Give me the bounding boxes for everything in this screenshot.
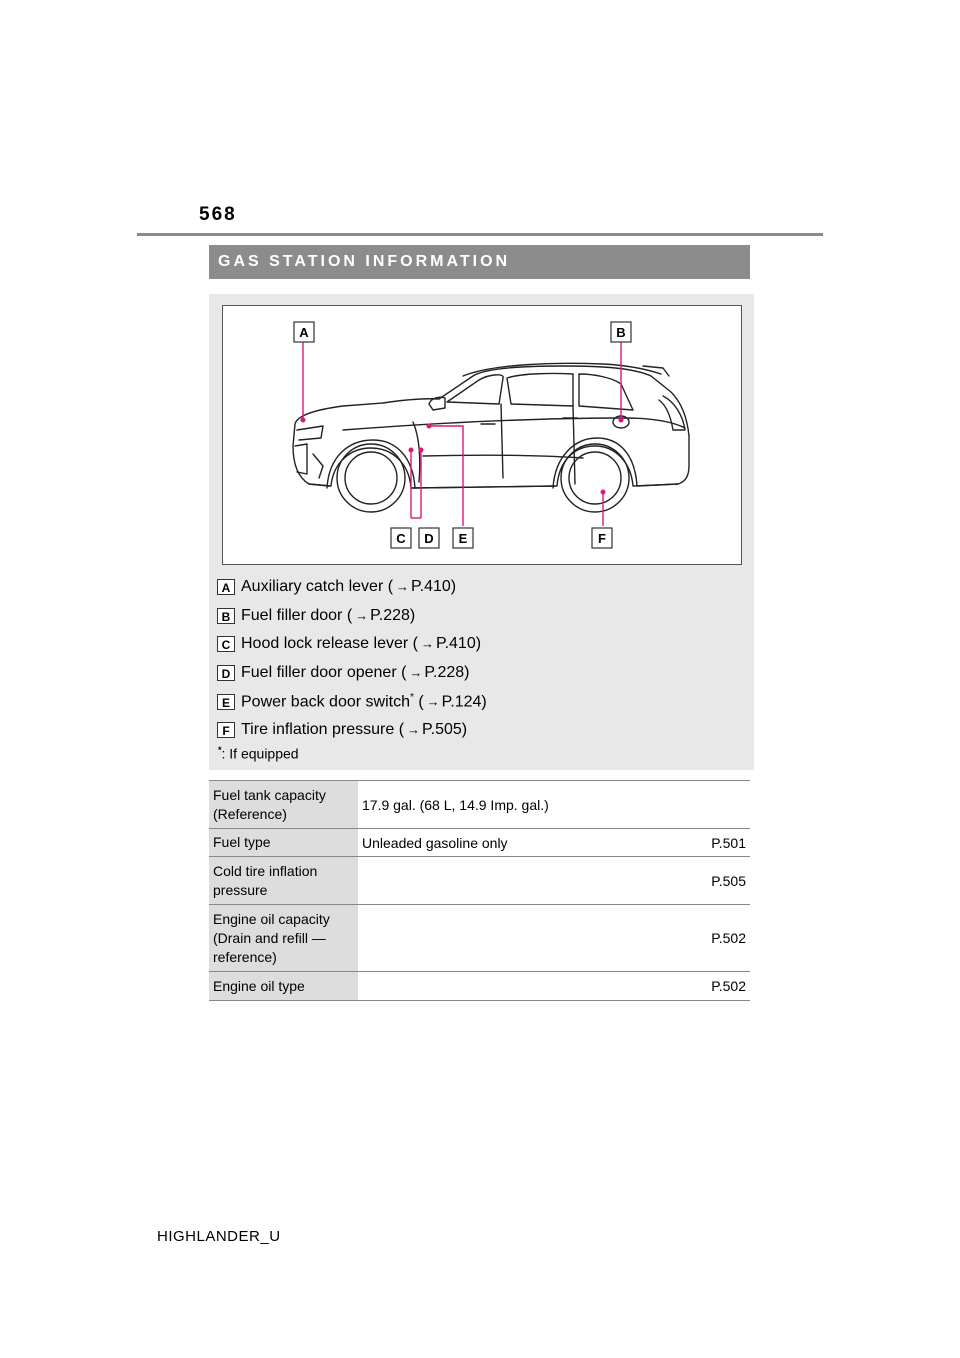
table-row-value xyxy=(358,905,750,972)
arrow-right-icon: → xyxy=(426,694,440,710)
page-reference-link[interactable]: P.505 xyxy=(422,721,462,739)
table-row-value: Unleaded gasoline only P.501 xyxy=(358,829,750,857)
legend-letter: B xyxy=(217,608,235,624)
legend-item-a xyxy=(217,573,487,602)
legend-item-b xyxy=(217,602,487,631)
callout-box-a xyxy=(294,322,314,342)
legend-label: Hood lock release lever ( → P.410) xyxy=(241,635,482,653)
header-rule xyxy=(137,233,823,236)
callout-letter-f: F xyxy=(598,531,606,546)
legend-item-d xyxy=(217,659,487,688)
legend-letter: D xyxy=(217,665,235,681)
table-row-label: Engine oil capacity (Drain and refill — reference) xyxy=(209,905,358,972)
legend-letter: C xyxy=(217,636,235,652)
table-row xyxy=(209,781,750,829)
footnote-marker: * xyxy=(218,745,222,755)
vehicle-diagram xyxy=(222,305,742,565)
legend-label: Fuel filler door ( → P.228) xyxy=(241,606,416,624)
callout-letter-c: C xyxy=(396,531,406,546)
legend-letter: F xyxy=(217,722,235,738)
page-reference-link[interactable]: P.501 xyxy=(711,834,746,851)
legend-label: Auxiliary catch lever ( → P.410) xyxy=(241,578,457,596)
legend-letter: A xyxy=(217,579,235,595)
callout-box-b xyxy=(611,322,631,342)
callout-box-c xyxy=(391,528,411,548)
callout-letter-a: A xyxy=(299,325,309,340)
legend-label: Tire inflation pressure ( → P.505) xyxy=(241,721,468,739)
callout-letter-e: E xyxy=(458,531,468,546)
table-row-label: Cold tire inflation pressure xyxy=(209,857,358,905)
footnote: *: If equipped xyxy=(218,745,299,762)
arrow-right-icon: → xyxy=(409,665,423,681)
page-reference-link[interactable]: P.228 xyxy=(424,664,465,682)
table-row-value xyxy=(358,857,750,905)
arrow-right-icon: → xyxy=(407,722,421,738)
legend-item-e xyxy=(217,687,487,716)
legend-item-c xyxy=(217,630,487,659)
page-reference-link[interactable]: P.228 xyxy=(370,606,410,624)
arrow-right-icon: → xyxy=(420,636,434,652)
table-row-value: 17.9 gal. (68 L, 14.9 Imp. gal.) xyxy=(358,781,750,829)
callout-box-f xyxy=(592,528,612,548)
page-reference-link[interactable]: P.124 xyxy=(441,693,482,711)
callout-box-d xyxy=(419,528,439,548)
callout-letter-b: B xyxy=(616,325,626,340)
page-reference-link[interactable]: P.410 xyxy=(435,635,476,653)
page-reference-link[interactable]: P.502 xyxy=(711,978,746,994)
page-number: 568 xyxy=(199,204,237,225)
footer-model-code: HIGHLANDER_U xyxy=(157,1228,281,1245)
spec-table xyxy=(209,780,750,1001)
footnote-marker: * xyxy=(409,692,414,703)
legend-item-f xyxy=(217,716,487,745)
table-row-label: Engine oil type xyxy=(209,972,358,1001)
table-row-label: Fuel tank capacity (Reference) xyxy=(209,781,358,829)
vehicle-side-view xyxy=(223,306,743,566)
callout-box-e xyxy=(453,528,473,548)
page-reference-link[interactable]: P.505 xyxy=(711,872,746,889)
section-title: GAS STATION INFORMATION xyxy=(209,245,750,279)
table-row xyxy=(209,857,750,905)
callout-legend xyxy=(217,573,487,745)
table-row xyxy=(209,972,750,1001)
vehicle-outline xyxy=(293,363,689,512)
table-row-value xyxy=(358,972,750,1001)
table-row xyxy=(209,905,750,972)
legend-label: Power back door switch* ( → P.124) xyxy=(241,692,487,711)
legend-label: Fuel filler door opener ( → P.228) xyxy=(241,664,470,682)
table-row xyxy=(209,829,750,857)
callout-letter-d: D xyxy=(424,531,434,546)
table-row-label: Fuel type xyxy=(209,829,358,857)
legend-letter: E xyxy=(217,694,235,710)
page-reference-link[interactable]: P.410 xyxy=(411,578,451,596)
arrow-right-icon: → xyxy=(355,607,369,623)
arrow-right-icon: → xyxy=(396,579,410,595)
page-reference-link[interactable]: P.502 xyxy=(711,930,746,946)
